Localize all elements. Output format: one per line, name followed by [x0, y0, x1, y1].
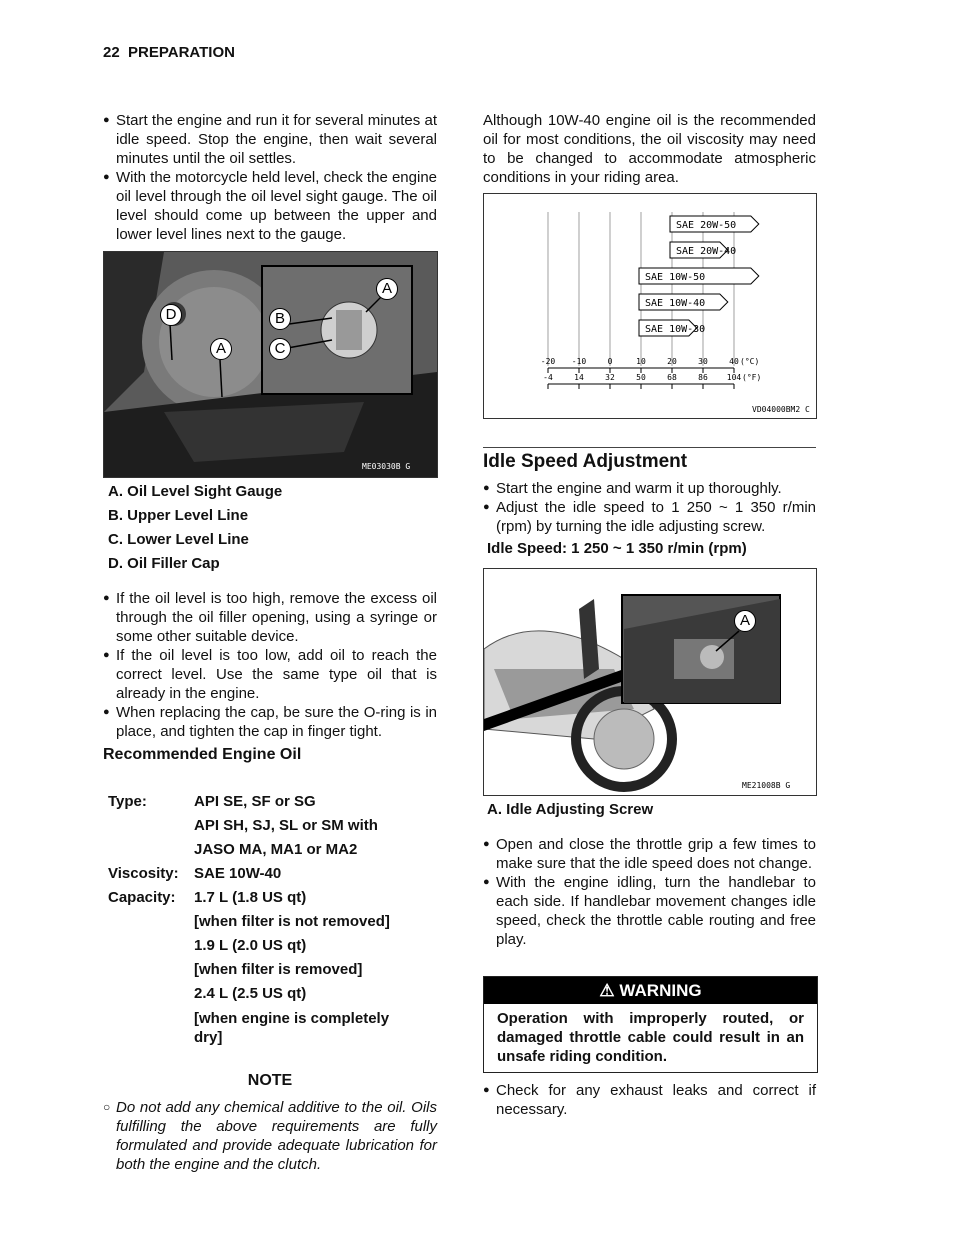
note-block — [103, 1098, 437, 1174]
spec-type-3: JASO MA, MA1 or MA2 — [194, 841, 358, 858]
motorcycle-photo — [484, 569, 816, 795]
grade-label-0: SAE 20W-50 — [676, 220, 737, 231]
grade-label-2: SAE 10W-50 — [645, 272, 706, 283]
warning-header — [484, 977, 817, 1004]
spec-viscosity: SAE 10W-40 — [194, 865, 282, 882]
idle-speed-spec: Idle Speed: 1 250 ~ 1 350 r/min (rpm) — [487, 540, 747, 557]
viscosity-chart-figure — [483, 193, 817, 419]
idle-speed-title: Idle Speed Adjustment — [483, 447, 816, 473]
left-bullets-mid — [103, 589, 437, 741]
left-bullets-top — [103, 111, 437, 244]
warning-text: Operation with improperly routed, or damaged throttle cable could result in an unsafe riding condition. — [497, 1010, 804, 1065]
spec-capacity-1: 1.7 L (1.8 US qt) — [194, 889, 307, 906]
page-header — [103, 44, 235, 61]
celsius-tick-3: 10 — [636, 357, 646, 366]
spec-type-2: API SH, SJ, SL or SM with — [194, 817, 378, 834]
idle-bullets — [483, 479, 816, 536]
idle-screw-figure — [483, 568, 817, 796]
label-a-gauge: A — [376, 278, 398, 300]
spec-capacity-4: [when filter is removed] — [194, 961, 363, 978]
oil-spec-table — [108, 790, 428, 1047]
celsius-tick-4: 20 — [667, 357, 677, 366]
celsius-tick-0: -20 — [540, 357, 556, 366]
label-c: C — [269, 338, 291, 360]
label-a-screw: A — [734, 610, 756, 632]
grade-label-3: SAE 10W-40 — [645, 298, 706, 309]
celsius-tick-6: 40 — [729, 357, 739, 366]
warning-box — [483, 976, 818, 1073]
spec-type-label: Type: — [108, 793, 147, 810]
oil-gauge-figure — [103, 251, 438, 478]
spec-capacity-2: [when filter is not removed] — [194, 913, 390, 930]
caption-a: A. Oil Level Sight Gauge — [108, 483, 283, 500]
section-name: PREPARATION — [128, 44, 235, 61]
bullet-adjust-idle: ● Adjust the idle speed to 1 250 ~ 1 350 r/min (rpm) by turning the idle adjusting screw. — [483, 498, 816, 536]
celsius-tick-1: -10 — [571, 357, 587, 366]
fahrenheit-unit: (°F) — [742, 373, 762, 382]
bullet-replace-cap: ● When replacing the cap, be sure the O-ring is in place, and tighten the cap in finger tight. — [103, 703, 437, 741]
spec-viscosity-label: Viscosity: — [108, 865, 179, 882]
spec-capacity-3: 1.9 L (2.0 US qt) — [194, 937, 307, 954]
celsius-tick-5: 30 — [698, 357, 708, 366]
bullet-handlebar: ● With the engine idling, turn the handlebar to each side. If handlebar movement changes idle speed, check the throttle cable routing and free play. — [483, 873, 816, 949]
page-number: 22 — [103, 44, 120, 61]
viscosity-intro: Although 10W-40 engine oil is the recommended oil for most conditions, the oil viscosity may need to be changed to accommodate atmospheric conditions in your riding area. — [483, 112, 816, 186]
fahrenheit-tick-4: 68 — [667, 373, 677, 382]
grade-label-1: SAE 20W-40 — [676, 246, 737, 257]
bullet-exhaust-leaks: ● Check for any exhaust leaks and correct if necessary. — [483, 1081, 816, 1119]
caption-b: B. Upper Level Line — [108, 507, 249, 524]
note-title: NOTE — [247, 1072, 293, 1089]
grade-label-4: SAE 10W-30 — [645, 324, 706, 335]
figure1-captions — [108, 480, 428, 576]
label-a-main: A — [210, 338, 232, 360]
figure-code: ME03030B G — [362, 462, 411, 471]
celsius-unit: (°C) — [740, 357, 760, 366]
bullet-check-level: ● With the motorcycle held level, check the engine oil level through the oil level sight gauge. The oil level should come up between the upper and lower level lines next to the gauge. — [103, 168, 437, 244]
recommended-oil-title: Recommended Engine Oil — [103, 746, 302, 763]
warning-triangle-icon: ⚠ — [599, 981, 615, 1000]
right-bullets-after — [483, 835, 816, 949]
bullet-warm-up: ● Start the engine and warm it up thoroughly. — [483, 479, 816, 498]
fahrenheit-tick-3: 50 — [636, 373, 646, 382]
viscosity-chart — [484, 194, 816, 418]
spec-capacity-label: Capacity: — [108, 889, 176, 906]
fahrenheit-tick-6: 104 — [726, 373, 742, 382]
label-b: B — [269, 308, 291, 330]
caption-c: C. Lower Level Line — [108, 531, 249, 548]
note-text: ○ Do not add any chemical additive to the oil. Oils fulfilling the above requirements are fully formulated and provide adequate lubrication for both the engine and the clutch. — [103, 1098, 437, 1174]
chart-code: VD04000BM2 C — [752, 405, 810, 414]
bullet-throttle-grip: ● Open and close the throttle grip a few times to make sure that the idle speed does not change. — [483, 835, 816, 873]
fahrenheit-tick-2: 32 — [605, 373, 615, 382]
bullet-too-low: ● If the oil level is too low, add oil to reach the correct level. Use the same type oil that is already in the engine. — [103, 646, 437, 703]
fahrenheit-tick-1: 14 — [574, 373, 584, 382]
fahrenheit-tick-0: -4 — [543, 373, 553, 382]
label-d: D — [160, 304, 182, 326]
caption-d: D. Oil Filler Cap — [108, 555, 220, 572]
figure2-caption: A. Idle Adjusting Screw — [487, 801, 654, 818]
bullet-start-engine: ● Start the engine and run it for several minutes at idle speed. Stop the engine, then wait several minutes until the oil settles. — [103, 111, 437, 168]
fahrenheit-tick-5: 86 — [698, 373, 708, 382]
spec-capacity-6: [when engine is completely dry] — [194, 1010, 390, 1046]
spec-capacity-5: 2.4 L (2.5 US qt) — [194, 985, 307, 1002]
bullet-too-high: ● If the oil level is too high, remove the excess oil through the oil filler opening, using a syringe or some other suitable device. — [103, 589, 437, 646]
figure2-code: ME21008B G — [742, 781, 791, 790]
spec-type-1: API SE, SF or SG — [194, 793, 316, 810]
celsius-tick-2: 0 — [607, 357, 613, 366]
right-bullet-last — [483, 1081, 816, 1119]
warning-title: WARNING — [619, 981, 702, 1000]
